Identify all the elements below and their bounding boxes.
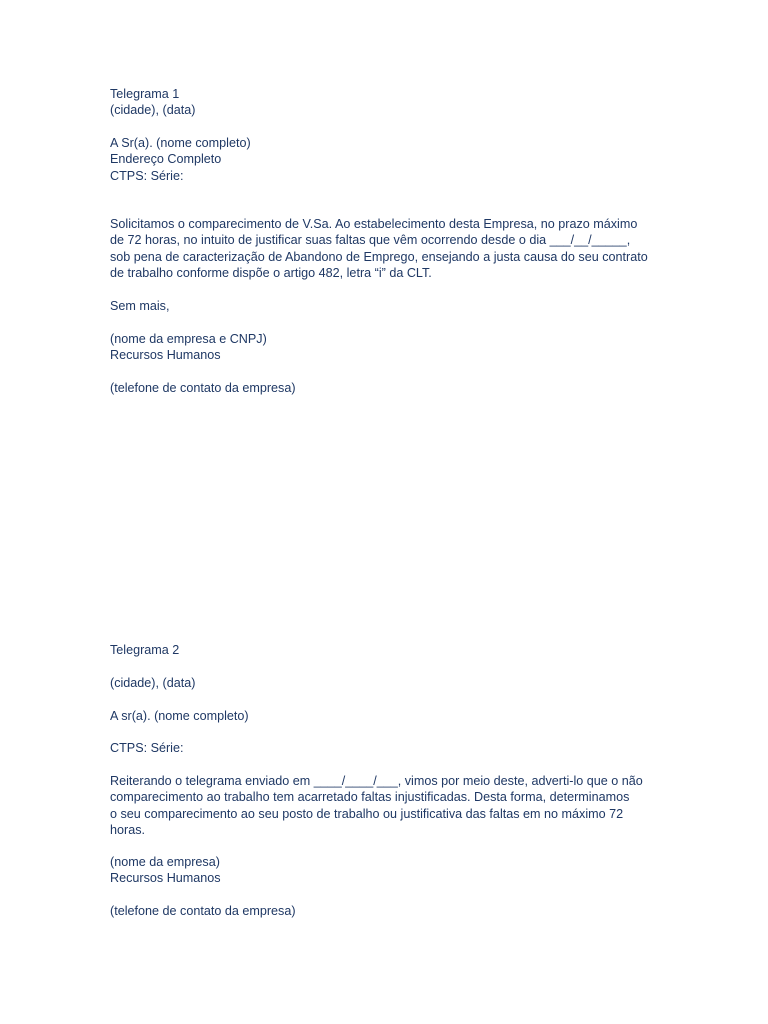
- telegram2-city-date: (cidade), (data): [110, 676, 196, 690]
- telegram1-phone-block: [110, 380, 670, 396]
- telegram1-body-line: Solicitamos o comparecimento de V.Sa. Ao estabelecimento desta Empresa, no prazo máximo: [110, 217, 638, 231]
- telegram2-body: [110, 773, 660, 838]
- telegram2-department: Recursos Humanos: [110, 871, 221, 886]
- telegram1-address: Endereço Completo: [110, 152, 222, 167]
- telegram2-body-line: comparecimento ao trabalho tem acarretado faltas injustificadas. Desta forma, determinamos: [110, 790, 630, 805]
- telegram2-city-date-block: [110, 675, 670, 691]
- telegram2-phone-block: [110, 903, 670, 919]
- telegram2-body-line: Reiterando o telegrama enviado em ____/____/___, vimos por meio deste, adverti-lo que o não: [110, 774, 643, 788]
- telegram2-company: (nome da empresa): [110, 855, 220, 869]
- telegram1-signature: [110, 331, 670, 364]
- telegram2-signature: [110, 854, 670, 887]
- telegram1-recipient-block: [110, 135, 670, 184]
- telegram2-title: Telegrama 2: [110, 643, 180, 657]
- telegram1-company: (nome da empresa e CNPJ): [110, 332, 267, 346]
- telegram1-closing-block: [110, 298, 670, 314]
- telegram1-city-date: (cidade), (data): [110, 103, 196, 118]
- telegram1-recipient: A Sr(a). (nome completo): [110, 136, 251, 150]
- telegram2-recipient-block: [110, 708, 670, 724]
- telegram1-body-line: de 72 horas, no intuito de justificar suas faltas que vêm ocorrendo desde o dia ___/__/_____,: [110, 233, 631, 248]
- telegram1-header: [110, 86, 670, 119]
- telegram1-closing: Sem mais,: [110, 299, 170, 313]
- telegram2-phone: (telefone de contato da empresa): [110, 904, 296, 918]
- telegram2-title-block: [110, 642, 670, 658]
- telegram1-ctps: CTPS: Série:: [110, 168, 184, 183]
- telegram1-phone: (telefone de contato da empresa): [110, 381, 296, 395]
- telegram2-recipient: A sr(a). (nome completo): [110, 709, 249, 723]
- telegram1-title: Telegrama 1: [110, 87, 180, 101]
- telegram1-body: [110, 216, 660, 281]
- telegram1-body-line: de trabalho conforme dispõe o artigo 482, letra “i” da CLT.: [110, 265, 432, 280]
- telegram2-ctps: CTPS: Série:: [110, 741, 184, 755]
- telegram2-ctps-block: [110, 740, 670, 756]
- telegram1-department: Recursos Humanos: [110, 348, 221, 363]
- telegram2-body-line: o seu comparecimento ao seu posto de trabalho ou justificativa das faltas em no máximo 72: [110, 806, 624, 821]
- telegram2-body-line: horas.: [110, 822, 146, 837]
- telegram1-body-line: sob pena de caracterização de Abandono de Emprego, ensejando a justa causa do seu contrato: [110, 249, 648, 264]
